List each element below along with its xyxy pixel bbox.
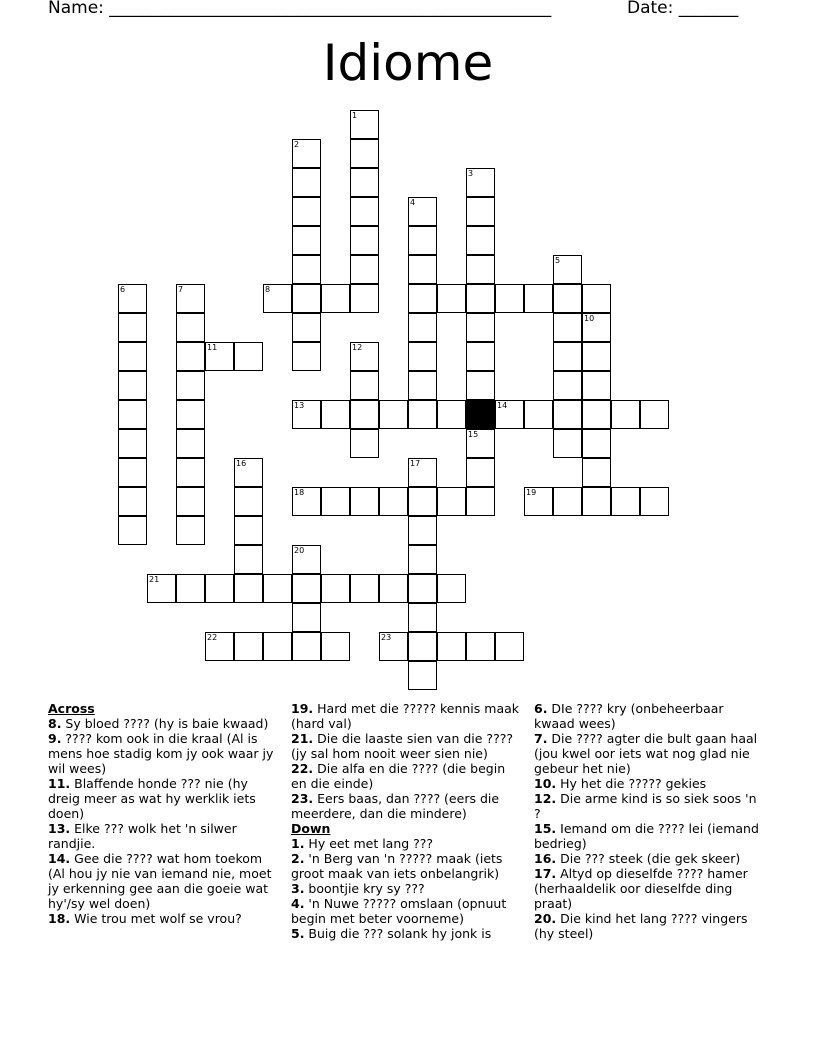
grid-cell[interactable]: [350, 429, 379, 458]
clue-text: Iemand om die ???? lei (iemand bedrieg): [534, 821, 759, 851]
grid-cell[interactable]: [118, 458, 147, 487]
grid-cell[interactable]: [350, 110, 379, 139]
grid-cell[interactable]: [234, 574, 263, 603]
grid-cell[interactable]: [466, 226, 495, 255]
grid-cell[interactable]: [118, 342, 147, 371]
grid-cell[interactable]: [466, 429, 495, 458]
clue-item: [534, 791, 764, 821]
grid-cell[interactable]: [292, 197, 321, 226]
grid-cell[interactable]: [292, 545, 321, 574]
grid-cell[interactable]: [640, 487, 669, 516]
grid-cell[interactable]: [553, 313, 582, 342]
grid-cell[interactable]: [553, 342, 582, 371]
down-heading: Down: [291, 821, 331, 836]
grid-cell[interactable]: [350, 284, 379, 313]
grid-cell[interactable]: [408, 342, 437, 371]
clue-text: Elke ??? wolk het 'n silwer randjie.: [48, 821, 237, 851]
grid-cell[interactable]: [176, 371, 205, 400]
grid-cell[interactable]: [495, 632, 524, 661]
grid-cell[interactable]: [350, 487, 379, 516]
page-title: Idiome: [322, 34, 494, 92]
clue-text: 'n Nuwe ????? omslaan (opnuut begin met beter voorneme): [291, 896, 507, 926]
grid-cell[interactable]: [292, 574, 321, 603]
clue-item: [291, 881, 521, 896]
grid-cell[interactable]: [582, 458, 611, 487]
clue-number: 15: [468, 430, 479, 439]
clue-number-label: 17.: [534, 866, 557, 881]
clue-number: 4: [410, 198, 416, 207]
grid-cell[interactable]: [582, 313, 611, 342]
clue-text: Hy het die ????? gekies: [556, 776, 707, 791]
grid-cell[interactable]: [350, 139, 379, 168]
grid-cell[interactable]: [466, 255, 495, 284]
grid-cell[interactable]: [350, 400, 379, 429]
grid-cell[interactable]: [234, 487, 263, 516]
grid-cell[interactable]: [292, 342, 321, 371]
clue-text: Altyd op dieselfde ???? hamer (herhaaldelik oor dieselfde ding praat): [534, 866, 748, 911]
grid-cell[interactable]: [292, 400, 321, 429]
grid-cell[interactable]: [408, 313, 437, 342]
clue-number-label: 14.: [48, 851, 71, 866]
clue-number-label: 8.: [48, 716, 62, 731]
grid-cell[interactable]: [524, 487, 553, 516]
grid-cell[interactable]: [582, 400, 611, 429]
clue-number: 23: [381, 633, 392, 642]
grid-cell[interactable]: [495, 284, 524, 313]
clues-column-1: [48, 701, 276, 926]
clue-number-label: 3.: [291, 881, 305, 896]
clue-text: DIe ???? kry (onbeheerbaar kwaad wees): [534, 701, 724, 731]
grid-cell[interactable]: [176, 516, 205, 545]
grid-cell[interactable]: [553, 429, 582, 458]
grid-cell[interactable]: [379, 574, 408, 603]
grid-cell[interactable]: [582, 371, 611, 400]
grid-cell[interactable]: [582, 342, 611, 371]
clue-text: Die ???? agter die bult gaan haal (jou kwel oor iets wat nog glad nie gebeur het nie): [534, 731, 758, 776]
clue-number: 16: [236, 459, 247, 468]
clue-item: [291, 851, 521, 881]
clue-number: 7: [178, 285, 184, 294]
clue-item: [534, 731, 764, 776]
grid-cell[interactable]: [350, 168, 379, 197]
across-heading: Across: [48, 701, 95, 716]
grid-cell[interactable]: [437, 574, 466, 603]
grid-cell[interactable]: [292, 139, 321, 168]
grid-cell[interactable]: [466, 342, 495, 371]
clue-item: [534, 776, 764, 791]
grid-cell[interactable]: [234, 545, 263, 574]
clue-number-label: 19.: [291, 701, 314, 716]
clue-number-label: 15.: [534, 821, 557, 836]
grid-cell[interactable]: [234, 458, 263, 487]
clue-text: Die arme kind is so siek soos 'n ?: [534, 791, 757, 821]
grid-cell[interactable]: [350, 574, 379, 603]
clue-text: Die die laaste sien van die ???? (jy sal hom nooit weer sien nie): [291, 731, 513, 761]
clues-column-3: [534, 701, 764, 941]
grid-cell[interactable]: [582, 284, 611, 313]
clue-number-label: 11.: [48, 776, 71, 791]
clue-number-label: 7.: [534, 731, 548, 746]
clue-item: [291, 836, 521, 851]
clue-item: [48, 851, 276, 911]
clue-number: 2: [294, 140, 300, 149]
grid-cell[interactable]: [263, 574, 292, 603]
clue-number-label: 16.: [534, 851, 557, 866]
clue-text: Sy bloed ???? (hy is baie kwaad): [61, 716, 269, 731]
grid-cell[interactable]: [437, 284, 466, 313]
grid-cell[interactable]: [292, 487, 321, 516]
grid-cell[interactable]: [350, 371, 379, 400]
clue-item: [534, 851, 764, 866]
clue-item: [534, 911, 764, 941]
grid-cell[interactable]: [408, 487, 437, 516]
clue-number-label: 13.: [48, 821, 71, 836]
clue-number-label: 23.: [291, 791, 314, 806]
grid-cell[interactable]: [553, 487, 582, 516]
clue-number-label: 2.: [291, 851, 305, 866]
clue-number-label: 22.: [291, 761, 314, 776]
grid-cell[interactable]: [350, 342, 379, 371]
grid-cell[interactable]: [176, 487, 205, 516]
grid-cell[interactable]: [408, 545, 437, 574]
grid-cell[interactable]: [524, 400, 553, 429]
grid-cell[interactable]: [437, 487, 466, 516]
grid-cell[interactable]: [205, 342, 234, 371]
clue-item: [534, 866, 764, 911]
grid-cell[interactable]: [379, 400, 408, 429]
grid-cell[interactable]: [437, 632, 466, 661]
grid-cell[interactable]: [408, 255, 437, 284]
clue-number: 8: [265, 285, 271, 294]
clue-number: 6: [120, 285, 126, 294]
grid-cell[interactable]: [234, 632, 263, 661]
clue-number-label: 10.: [534, 776, 557, 791]
grid-cell[interactable]: [176, 342, 205, 371]
grid-cell[interactable]: [292, 313, 321, 342]
clue-item: [48, 821, 276, 851]
clue-number-label: 9.: [48, 731, 62, 746]
clue-number: 1: [352, 111, 358, 120]
grid-cell[interactable]: [582, 429, 611, 458]
grid-cell[interactable]: [118, 516, 147, 545]
grid-cell[interactable]: [495, 400, 524, 429]
grid-cell[interactable]: [466, 458, 495, 487]
clue-text: Eers baas, dan ???? (eers die meerdere, dan die mindere): [291, 791, 500, 821]
clue-number: 10: [584, 314, 595, 323]
clue-number-label: 1.: [291, 836, 305, 851]
clue-number: 22: [207, 633, 218, 642]
grid-cell[interactable]: [176, 284, 205, 313]
grid-cell[interactable]: [466, 632, 495, 661]
grid-cell[interactable]: [466, 197, 495, 226]
clue-number-label: 4.: [291, 896, 305, 911]
date-field-label: Date: _______: [627, 0, 739, 18]
clue-text: Gee die ???? wat hom toekom (Al hou jy nie van iemand nie, moet jy erkenning gee aan die goeie wat hy'/sy wel doen): [48, 851, 272, 911]
grid-cell[interactable]: [553, 371, 582, 400]
grid-cell[interactable]: [379, 632, 408, 661]
clue-item: [48, 911, 276, 926]
grid-cell[interactable]: [321, 284, 350, 313]
grid-cell[interactable]: [321, 400, 350, 429]
clue-item: [48, 716, 276, 731]
grid-cell[interactable]: [321, 632, 350, 661]
grid-cell[interactable]: [553, 255, 582, 284]
grid-cell[interactable]: [118, 284, 147, 313]
clue-text: 'n Berg van 'n ????? maak (iets groot maak van iets onbelangrik): [291, 851, 503, 881]
grid-cell[interactable]: [466, 371, 495, 400]
grid-cell[interactable]: [321, 487, 350, 516]
clue-number: 21: [149, 575, 160, 584]
grid-cell[interactable]: [292, 603, 321, 632]
clue-item: [534, 701, 764, 731]
clue-item: [291, 761, 521, 791]
clue-number: 12: [352, 343, 363, 352]
grid-cell[interactable]: [466, 313, 495, 342]
clue-text: Die kind het lang ???? vingers (hy steel): [534, 911, 748, 941]
grid-cell[interactable]: [379, 487, 408, 516]
clue-number: 11: [207, 343, 218, 352]
grid-cell[interactable]: [408, 197, 437, 226]
clue-text: Hy eet met lang ???: [304, 836, 434, 851]
grid-cell[interactable]: [118, 371, 147, 400]
clue-number: 5: [555, 256, 561, 265]
clue-item: [48, 776, 276, 821]
grid-cell[interactable]: [408, 632, 437, 661]
grid-cell[interactable]: [408, 400, 437, 429]
clue-text: Blaffende honde ??? nie (hy dreig meer as wat hy werklik iets doen): [48, 776, 256, 821]
clue-text: Hard met die ????? kennis maak (hard val): [291, 701, 519, 731]
grid-cell[interactable]: [321, 574, 350, 603]
clue-text: boontjie kry sy ???: [304, 881, 425, 896]
grid-cell[interactable]: [553, 284, 582, 313]
clue-item: [48, 731, 276, 776]
grid-cell[interactable]: [350, 255, 379, 284]
grid-cell[interactable]: [524, 284, 553, 313]
grid-cell[interactable]: [263, 632, 292, 661]
grid-cell[interactable]: [466, 168, 495, 197]
grid-cell[interactable]: [234, 342, 263, 371]
grid-cell[interactable]: [118, 429, 147, 458]
clue-number: 13: [294, 401, 305, 410]
grid-cell[interactable]: [263, 284, 292, 313]
grid-cell[interactable]: [611, 400, 640, 429]
grid-cell[interactable]: [176, 574, 205, 603]
grid-cell[interactable]: [176, 458, 205, 487]
grid-cell[interactable]: [640, 400, 669, 429]
grid-cell[interactable]: [408, 371, 437, 400]
clue-text: Wie trou met wolf se vrou?: [70, 911, 242, 926]
grid-cell[interactable]: [553, 400, 582, 429]
clue-number: 14: [497, 401, 508, 410]
grid-cell[interactable]: [292, 632, 321, 661]
clue-number-label: 21.: [291, 731, 314, 746]
grid-cell[interactable]: [408, 574, 437, 603]
clue-text: Buig die ??? solank hy jonk is: [304, 926, 492, 941]
clue-text: Die alfa en die ???? (die begin en die einde): [291, 761, 506, 791]
grid-cell[interactable]: [292, 284, 321, 313]
clue-number: 17: [410, 459, 421, 468]
grid-cell[interactable]: [350, 226, 379, 255]
clue-number-label: 6.: [534, 701, 548, 716]
grid-cell[interactable]: [408, 226, 437, 255]
grid-cell[interactable]: [147, 574, 176, 603]
grid-cell[interactable]: [408, 516, 437, 545]
grid-cell[interactable]: [205, 574, 234, 603]
grid-cell[interactable]: [466, 487, 495, 516]
grid-cell[interactable]: [118, 313, 147, 342]
grid-cell[interactable]: [176, 400, 205, 429]
clue-number-label: 5.: [291, 926, 305, 941]
clue-text: Die ??? steek (die gek skeer): [556, 851, 741, 866]
grid-cell[interactable]: [408, 284, 437, 313]
grid-cell[interactable]: [437, 400, 466, 429]
grid-cell[interactable]: [408, 603, 437, 632]
grid-cell[interactable]: [176, 429, 205, 458]
grid-cell[interactable]: [118, 400, 147, 429]
grid-cell[interactable]: [234, 516, 263, 545]
clue-item: [534, 821, 764, 851]
clue-item: [291, 791, 521, 821]
grid-cell[interactable]: [292, 168, 321, 197]
grid-cell[interactable]: [292, 226, 321, 255]
grid-cell[interactable]: [408, 458, 437, 487]
clue-item: [291, 896, 521, 926]
clue-number: 3: [468, 169, 474, 178]
clue-number: 19: [526, 488, 537, 497]
grid-cell[interactable]: [466, 284, 495, 313]
clue-number-label: 12.: [534, 791, 557, 806]
grid-cell[interactable]: [350, 197, 379, 226]
clue-number-label: 18.: [48, 911, 71, 926]
grid-cell[interactable]: [118, 487, 147, 516]
grid-cell[interactable]: [292, 255, 321, 284]
clue-number: 20: [294, 546, 305, 555]
grid-cell[interactable]: [611, 487, 640, 516]
name-field-label: Name: ____________________________________________________: [48, 0, 552, 18]
grid-cell[interactable]: [176, 313, 205, 342]
grid-cell[interactable]: [582, 487, 611, 516]
clue-number-label: 20.: [534, 911, 557, 926]
clue-item: [291, 731, 521, 761]
clue-text: ???? kom ook in die kraal (Al is mens hoe stadig kom jy ook waar jy wil wees): [48, 731, 274, 776]
grid-cell[interactable]: [205, 632, 234, 661]
clue-item: [291, 701, 521, 731]
clue-number: 18: [294, 488, 305, 497]
clues-column-2: [291, 701, 521, 941]
black-cell: [466, 400, 495, 429]
clue-item: [291, 926, 521, 941]
grid-cell[interactable]: [408, 661, 437, 690]
